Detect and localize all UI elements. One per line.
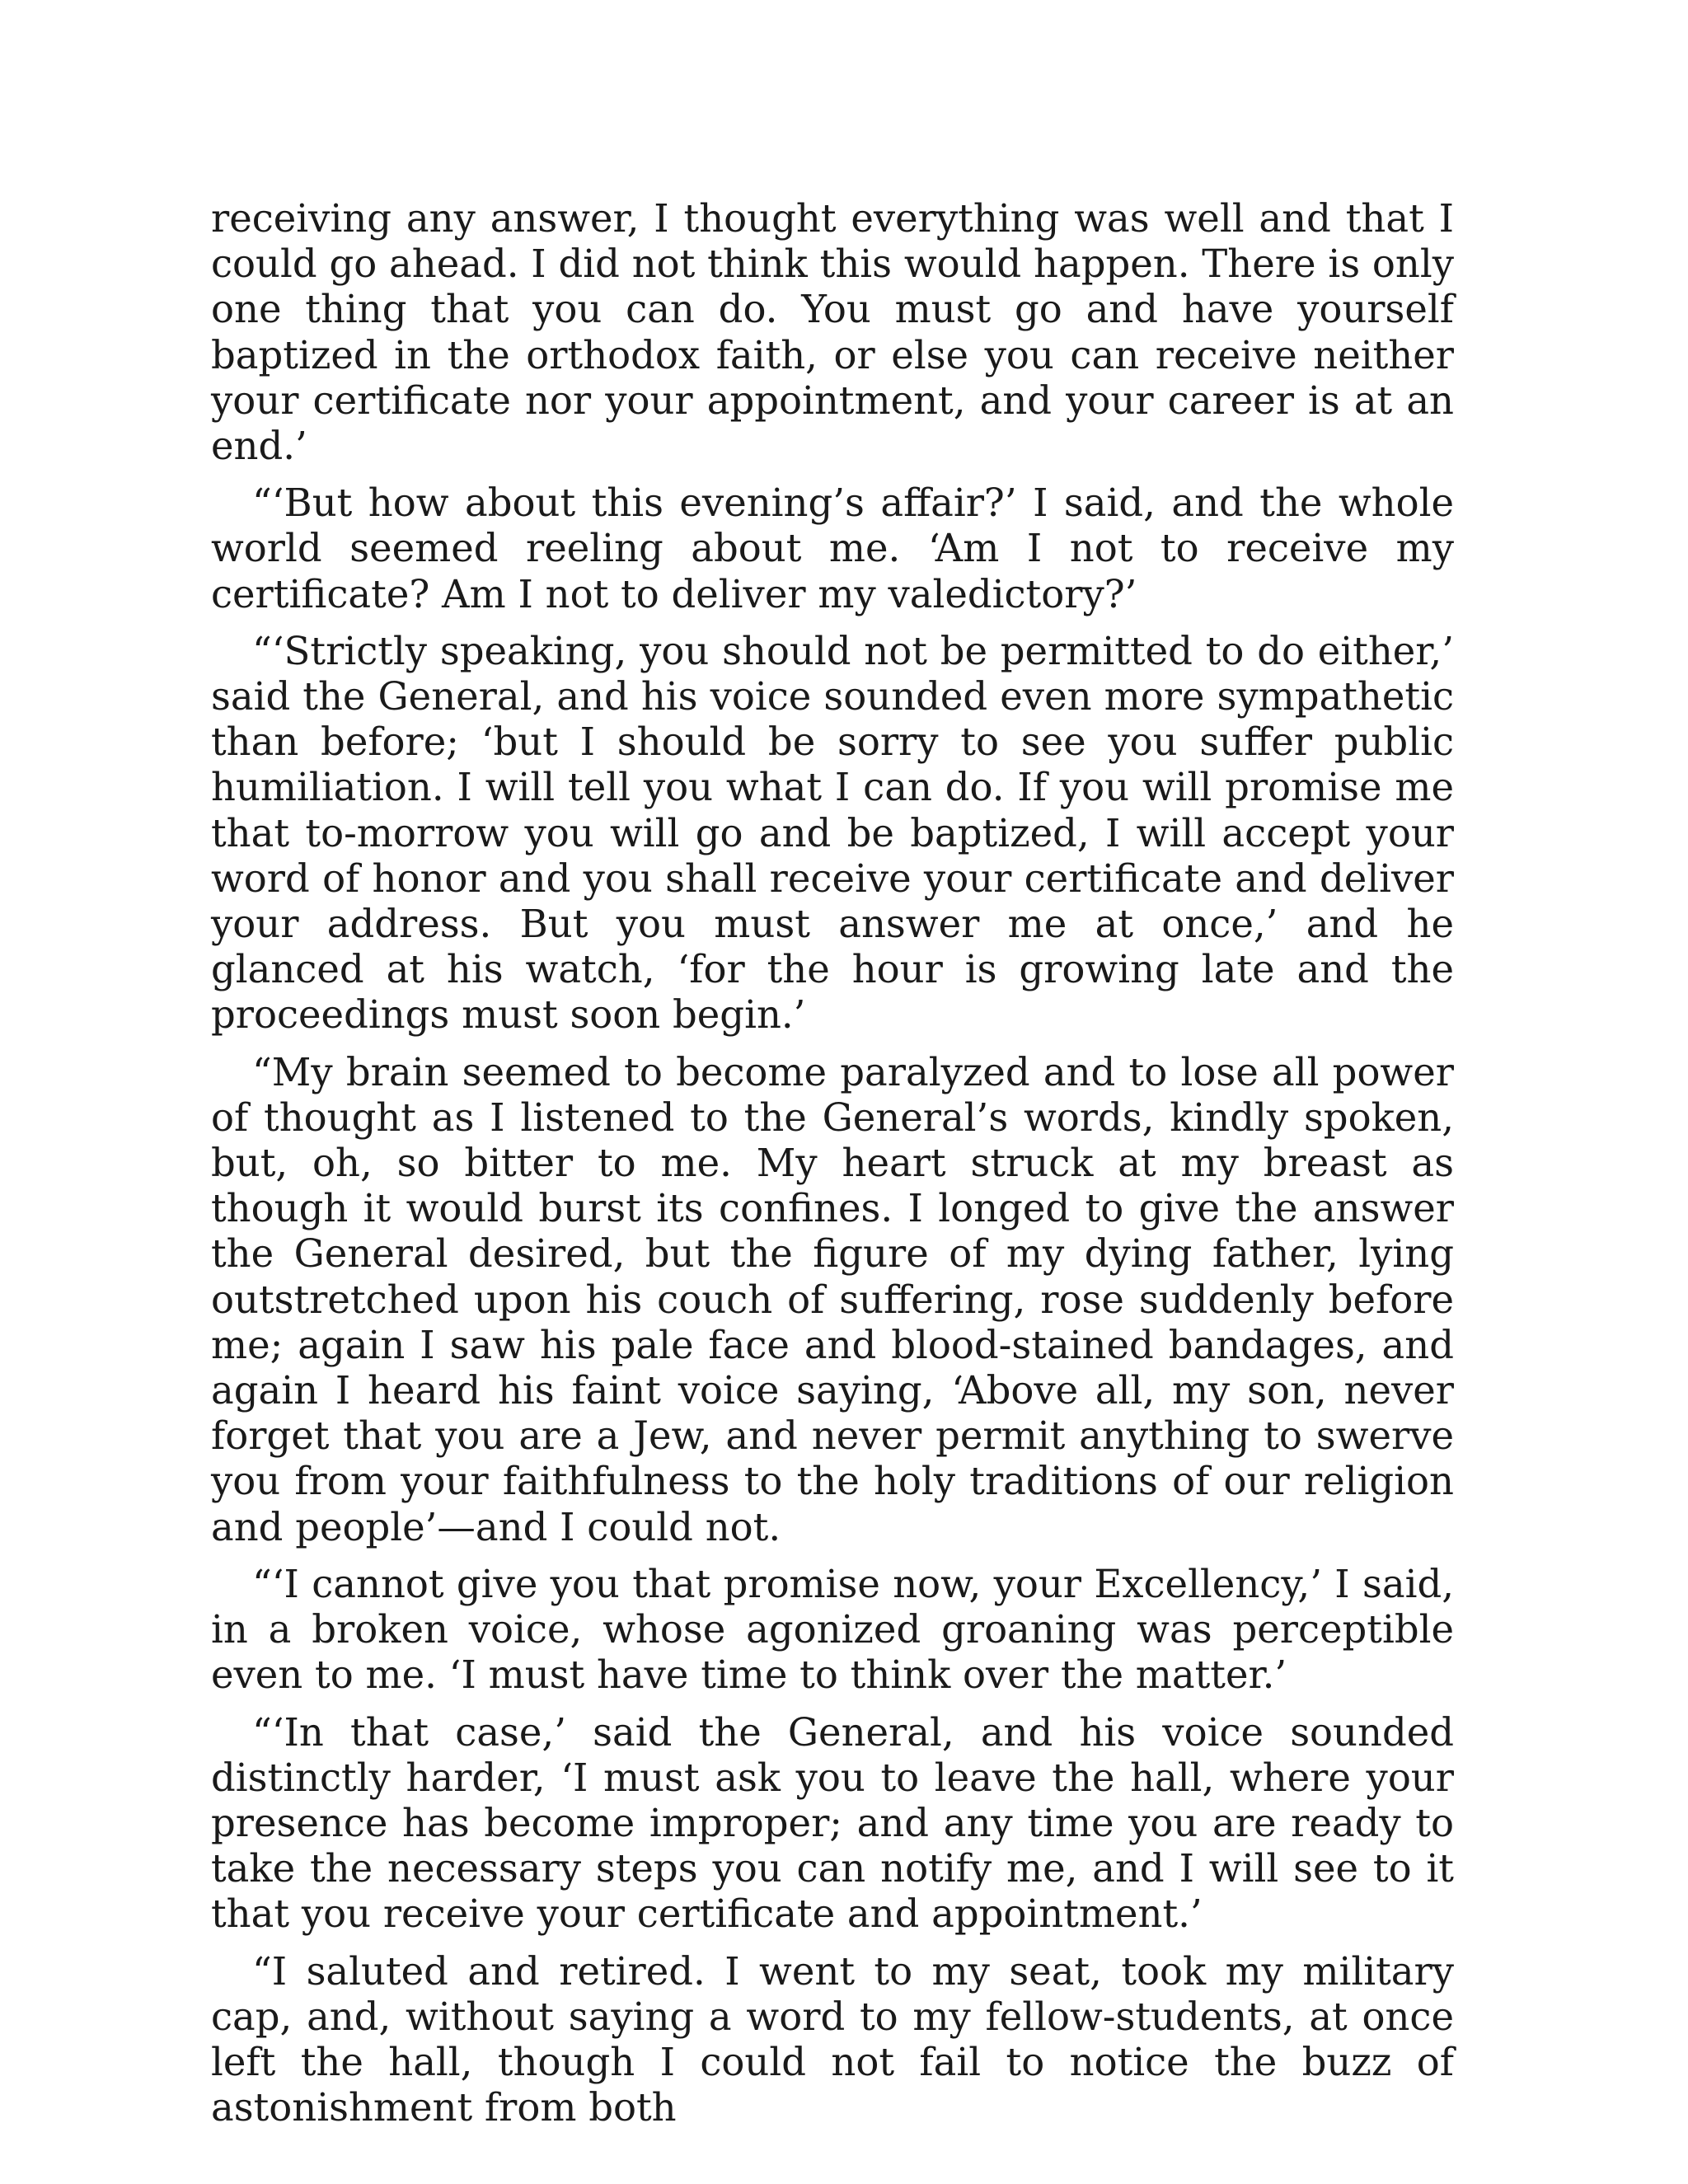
paragraph-3: “‘Strictly speaking, you should not be permitted to do either,’ said the General, and his voice sounded even more sympathetic than before; ‘but I should be sorry to see you suffer public humiliation. I will tell you what I can do. If you will promise me that to-morrow you will go and be baptized, I will accept your word of honor and you shall receive your certificate and deliver your address. But you must answer me at once,’ and he glanced at his watch, ‘for the hour is growing late and the proceedings must soon begin.’ bbox=[211, 628, 1454, 1038]
paragraph-5: “‘I cannot give you that promise now, your Excellency,’ I said, in a broken voice, whose agonized groaning was perceptible even to me. ‘I must have time to think over the matter.’ bbox=[211, 1561, 1454, 1698]
paragraph-2: “‘But how about this evening’s affair?’ I said, and the whole world seemed reeling about me. ‘Am I not to receive my certificate? Am I not to deliver my valedictory?’ bbox=[211, 480, 1454, 616]
paragraph-7: “I saluted and retired. I went to my seat, took my military cap, and, without saying a word to my fellow-students, at once left the hall, though I could not fail to notice the buzz of astonishment from both bbox=[211, 1948, 1454, 2130]
paragraph-1: receiving any answer, I thought everything was well and that I could go ahead. I did not think this would happen. There is only one thing that you can do. You must go and have yourself baptized in the orthodox faith, or else you can receive neither your certificate nor your appointment, and your career is at an end.’ bbox=[211, 196, 1454, 469]
paragraph-4: “My brain seemed to become paralyzed and to lose all power of thought as I listened to the General’s words, kindly spoken, but, oh, so bitter to me. My heart struck at my breast as though it would burst its confines. I longed to give the answer the General desired, but the figure of my dying father, lying outstretched upon his couch of suffering, rose suddenly before me; again I saw his pale face and blood-stained bandages, and again I heard his faint voice saying, ‘Above all, my son, never forget that you are a Jew, and never permit anything to swerve you from your faithfulness to the holy traditions of our religion and people’—and I could not. bbox=[211, 1049, 1454, 1549]
page-body bbox=[211, 196, 1454, 2130]
paragraph-6: “‘In that case,’ said the General, and his voice sounded distinctly harder, ‘I must ask you to leave the hall, where your presence has become improper; and any time you are ready to take the necessary steps you can notify me, and I will see to it that you receive your certificate and appointment.’ bbox=[211, 1709, 1454, 1937]
